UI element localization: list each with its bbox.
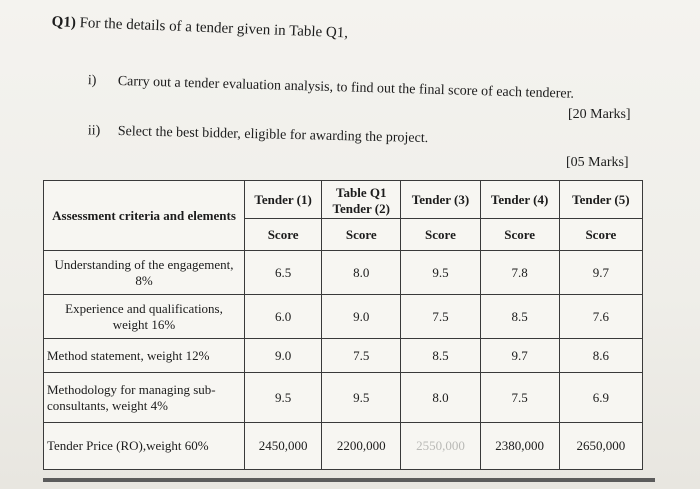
score-cell: 7.5 [401,295,480,339]
score-cell: 6.0 [245,295,322,339]
score-cell: 7.5 [480,373,559,423]
score-cell: 8.0 [401,373,480,423]
table-row [44,295,643,339]
criterion-cell: Method statement, weight 12% [44,339,245,373]
task-marks: [05 Marks] [566,155,629,170]
task-text: Select the best bidder, eligible for awarding the project. [117,124,429,147]
score-cell: 8.6 [559,339,642,373]
criterion-cell: Understanding of the engagement, 8% [44,251,245,295]
page-bottom-rule [43,478,655,482]
score-header: Score [322,219,401,251]
task-number: i) [87,73,97,89]
tender-header: Tender (5) [559,181,642,219]
score-header: Score [401,219,480,251]
task-item-1 [87,73,575,103]
price-cell: 2550,000 [401,423,480,470]
criterion-cell: Experience and qualifications, weight 16% [44,295,245,339]
score-header: Score [245,219,322,251]
tender-table [43,180,643,470]
task-text: Carry out a tender evaluation analysis, to find out the final score of each tenderer. [117,74,575,102]
question-text: For the details of a tender given in Table Q1, [79,15,349,42]
score-cell: 7.5 [322,339,401,373]
task-marks: [20 Marks] [568,107,631,122]
score-cell: 9.5 [245,373,322,423]
task-number: ii) [87,123,101,139]
score-cell: 8.0 [322,251,401,295]
tender-header: Tender (3) [401,181,480,219]
score-cell: 9.7 [480,339,559,373]
score-cell: 9.0 [322,295,401,339]
score-cell: 7.6 [559,295,642,339]
question-heading [51,14,348,42]
score-cell: 6.5 [245,251,322,295]
criteria-header: Assessment criteria and elements [44,181,245,251]
score-header: Score [480,219,559,251]
score-cell: 9.5 [322,373,401,423]
score-cell: 8.5 [480,295,559,339]
price-cell: 2200,000 [322,423,401,470]
score-cell: 7.8 [480,251,559,295]
table-row [44,251,643,295]
criterion-cell: Tender Price (RO),weight 60% [44,423,245,470]
price-cell: 2380,000 [480,423,559,470]
table-caption: Table Q1 [336,185,387,200]
criterion-cell: Methodology for managing sub-consultants, weight 4% [44,373,245,423]
score-cell: 8.5 [401,339,480,373]
question-label: Q1) [51,14,77,31]
tender-header-label: Tender (2) [332,200,390,216]
table-row [44,373,643,423]
price-cell: 2650,000 [559,423,642,470]
table-row [44,339,643,373]
score-header: Score [559,219,642,251]
tender-header: Tender (1) [245,181,322,219]
score-cell: 9.5 [401,251,480,295]
score-cell: 9.7 [559,251,642,295]
tender-header [322,181,401,219]
score-cell: 6.9 [559,373,642,423]
tender-table-container [43,180,643,465]
tender-header: Tender (4) [480,181,559,219]
task-item-2 [87,123,429,147]
table-row [44,423,643,470]
score-cell: 9.0 [245,339,322,373]
price-cell: 2450,000 [245,423,322,470]
